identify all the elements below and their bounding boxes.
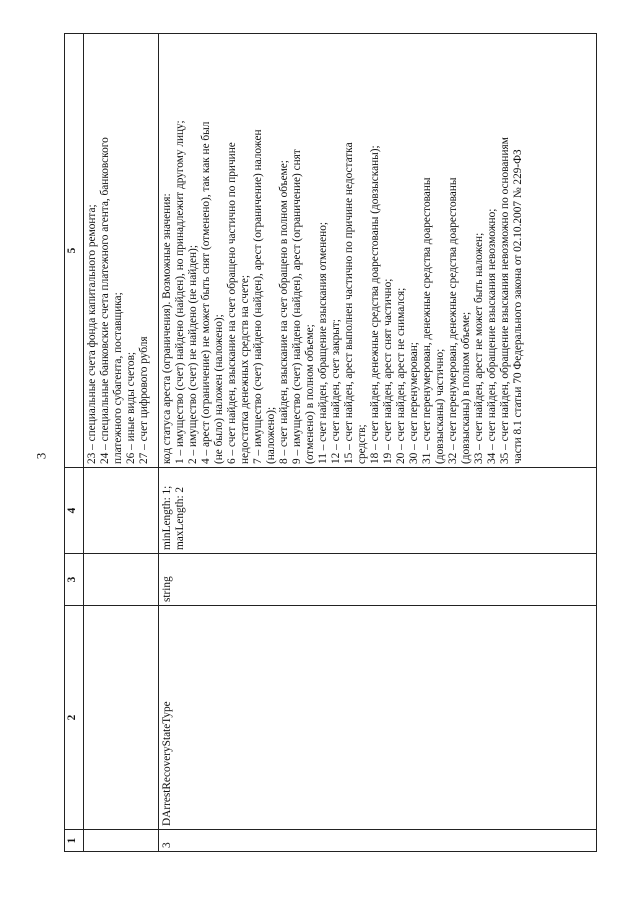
restriction-max-length: maxLength: 2 [174, 486, 186, 550]
description-line: 35 – счет найден, обращение взыскания невозможно по основаниям [499, 137, 511, 464]
description-line: части 8.1 статьи 70 Федерального закона от 02.10.2007 № 229-ФЗ [512, 149, 524, 464]
description-line: 24 – специальные банковские счета платежного агента, банковского [99, 137, 111, 464]
header-col-1: 1 [65, 830, 84, 852]
description-line: 4 – арест (ограничение) не может быть снят (отменено), так как не был [200, 121, 212, 464]
description-line: код статуса ареста (ограничения). Возможные значения: [161, 193, 173, 464]
description-line: (довзысканы) в полном объеме; [460, 311, 472, 464]
description-line: 23 – специальные счета фонда капитального ремонта; [86, 204, 98, 464]
header-col-5: 5 [65, 34, 84, 468]
description-line: 11 – счет найден, обращение взыскания отменено; [317, 221, 329, 464]
cell-restrictions [84, 468, 159, 554]
field-table [64, 33, 597, 852]
cell-base-type [84, 554, 159, 606]
cell-base-type: string [159, 554, 597, 606]
description-line: 9 – имущество (счет) найдено (найден), арест (ограничение) снят [291, 149, 303, 464]
description-line: 7 – имущество (счет) найдено (найден), арест (ограничение) наложен [252, 129, 264, 464]
description-line: 8 – счет найден, взыскание на счет обращено в полном объеме; [278, 160, 290, 464]
header-col-3: 3 [65, 554, 84, 606]
description-line: недостатка денежных средств на счете; [239, 274, 251, 464]
description-line: 26 – иные виды счетов; [125, 351, 137, 464]
description-line: 32 – счет перенумерован, денежные средства доарестованы [447, 177, 459, 464]
page-number: 3 [33, 452, 49, 460]
description-line: 30 – счет перенумерован; [408, 342, 420, 464]
header-col-4: 4 [65, 468, 84, 554]
description-line: 12 – счет найден, счет закрыт; [330, 319, 342, 464]
description-line: 19 – счет найден, арест снят частично; [382, 278, 394, 464]
header-row [65, 34, 84, 852]
header-col-2: 2 [65, 606, 84, 830]
cell-type-name: DArrestRecoveryStateType [159, 606, 597, 830]
rotated-table-container [64, 34, 624, 852]
cell-type-name [84, 606, 159, 830]
description-line: 33 – счет найден, арест не может быть наложен; [473, 232, 485, 464]
cell-number [84, 830, 159, 852]
description-line: (не было) наложен (наложено); [213, 314, 225, 464]
table-row-continuation [84, 34, 159, 852]
description-line: 31 – счет перенумерован, денежные средства доарестованы [421, 177, 433, 464]
description-line: (наложено); [265, 406, 277, 464]
cell-restrictions [159, 468, 597, 554]
description-line: средств; [356, 424, 368, 464]
description-line: (отменено) в полном объеме; [304, 324, 316, 464]
description-line: 2 – имущество (счет) не найдено (не найден); [187, 245, 199, 464]
description-line: платежного субагента, поставщика; [112, 292, 124, 464]
restriction-min-length: minLength: 1; [161, 485, 173, 550]
description-line: 18 – счет найден, денежные средства доарестованы (довзысканы); [369, 145, 381, 464]
description-line: 6 – счет найден, взыскание на счет обращено частично по причине [226, 142, 238, 464]
description-line: 15 – счет найден, арест выполнен частично по причине недостатка [343, 142, 355, 464]
cell-description [159, 34, 597, 468]
description-line: 34 – счет найден, обращение взыскания невозможно; [486, 208, 498, 464]
description-line: 20 – счет найден, арест не снимался; [395, 287, 407, 464]
table-row-arrest-recovery-state [159, 34, 597, 852]
description-line: 1 – имущество (счет) найдено (найден), но принадлежит другому лицу; [174, 120, 186, 464]
cell-number: 3 [159, 830, 597, 852]
cell-description [84, 34, 159, 468]
description-line: (довзысканы) частично; [434, 348, 446, 464]
description-line: 27 – счет цифрового рубля [138, 336, 150, 464]
